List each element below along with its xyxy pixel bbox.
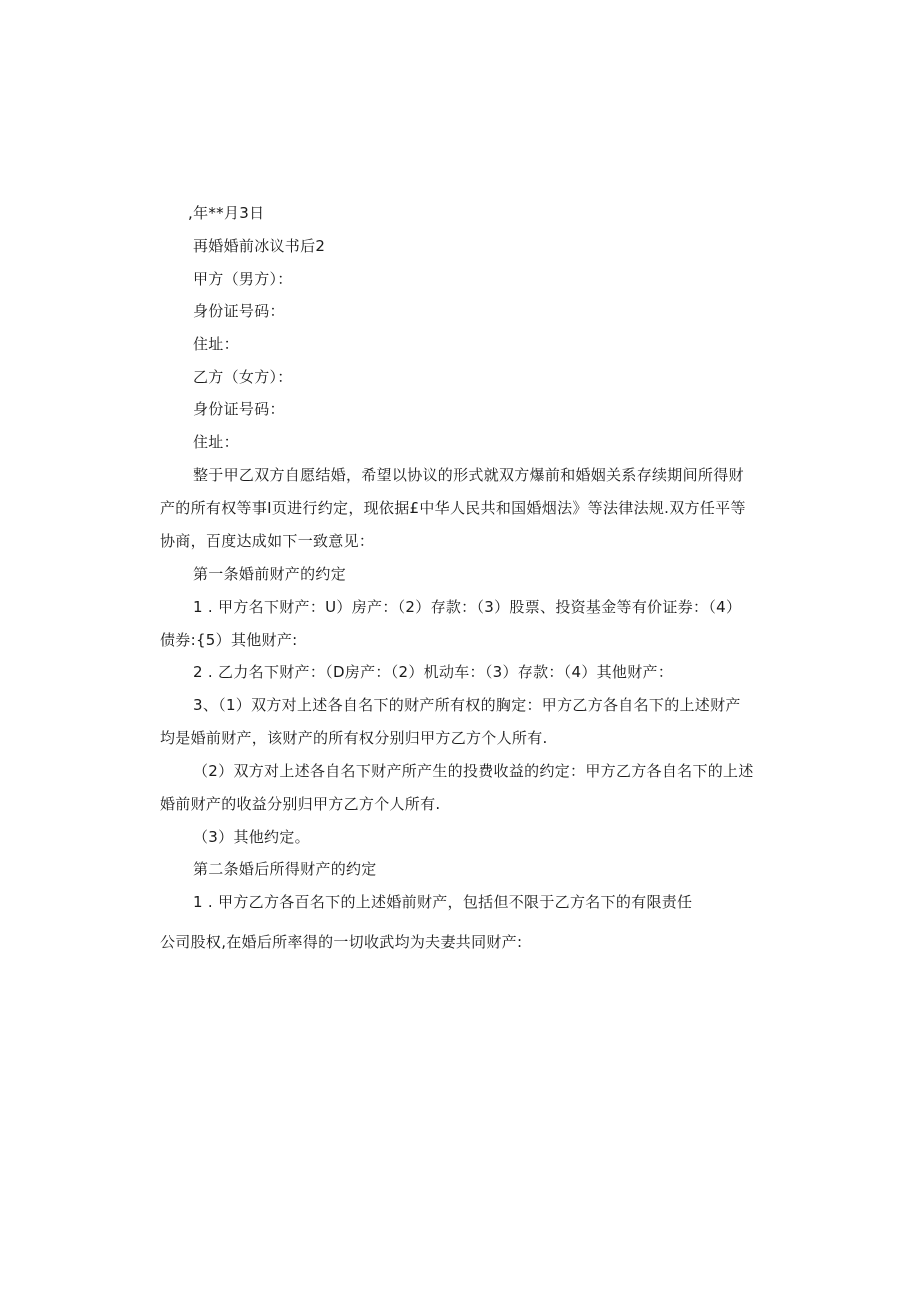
party-b-label: 乙方（女方）： [193, 368, 293, 386]
article-1-item-1-line-2: 债券:{5）其他财产: [160, 631, 298, 649]
article-2-title: 第二条婚后所得财产的约定 [193, 860, 377, 878]
party-b-id-label: 身份证号码： [193, 400, 285, 418]
intro-line-3: 协商，百度达成如下一致意见： [160, 532, 375, 550]
party-a-id-label: 身份证号码： [193, 302, 285, 320]
intro-line-2: 产的所有权等事I页进行约定，现依据£中华人民共和国婚烟法》等法律法规.双方任平等 [160, 499, 746, 517]
party-b-address-label: 住址： [193, 433, 239, 451]
article-1-item-3-3: （3）其他约定。 [193, 828, 310, 846]
article-1-item-3-1-line-2: 均是婚前财产，该财产的所有权分别归甲方乙方个人所有. [160, 729, 548, 747]
article-2-item-1-line-1: 1 . 甲方乙方各百名下的上述婚前财产，包括但不限于乙方名下的有限责任 [193, 893, 693, 911]
date-line: ,年**月3日 [188, 204, 265, 222]
intro-line-1: 整于甲乙双方自愿结婚，希望以协议的形式就双方爆前和婚姻关系存续期间所得财 [193, 466, 744, 484]
party-a-address-label: 住址： [193, 335, 239, 353]
article-1-title: 第一条婚前财产的约定 [193, 565, 347, 583]
article-1-item-2: 2 . 乙力名下财产：（D房产：（2）机动车：（3）存款：（4）其他财产： [193, 663, 674, 681]
article-1-item-3-2-line-2: 婚前财产的收益分别归甲方乙方个人所有. [160, 795, 441, 813]
party-a-label: 甲方（男方）： [193, 270, 293, 288]
document-title: 再婚婚前冰议书后2 [193, 237, 326, 255]
article-1-item-3-2-line-1: （2）双方对上述各自名下财产所产生的投费收益的约定：甲方乙方各自名下的上述 [193, 762, 754, 780]
article-1-item-1-line-1: 1 . 甲方名下财产：U）房产：（2）存款：（3）股票、投资基金等有价证券：（4） [193, 598, 742, 616]
article-1-item-3-1-line-1: 3、（1）双方对上述各自名下的财产所有权的胸定：甲方乙方各自名下的上述财产 [193, 696, 741, 714]
article-2-item-1-line-2: 公司股权,在婚后所率得的一切收武均为夫妻共同财产: [160, 933, 523, 951]
